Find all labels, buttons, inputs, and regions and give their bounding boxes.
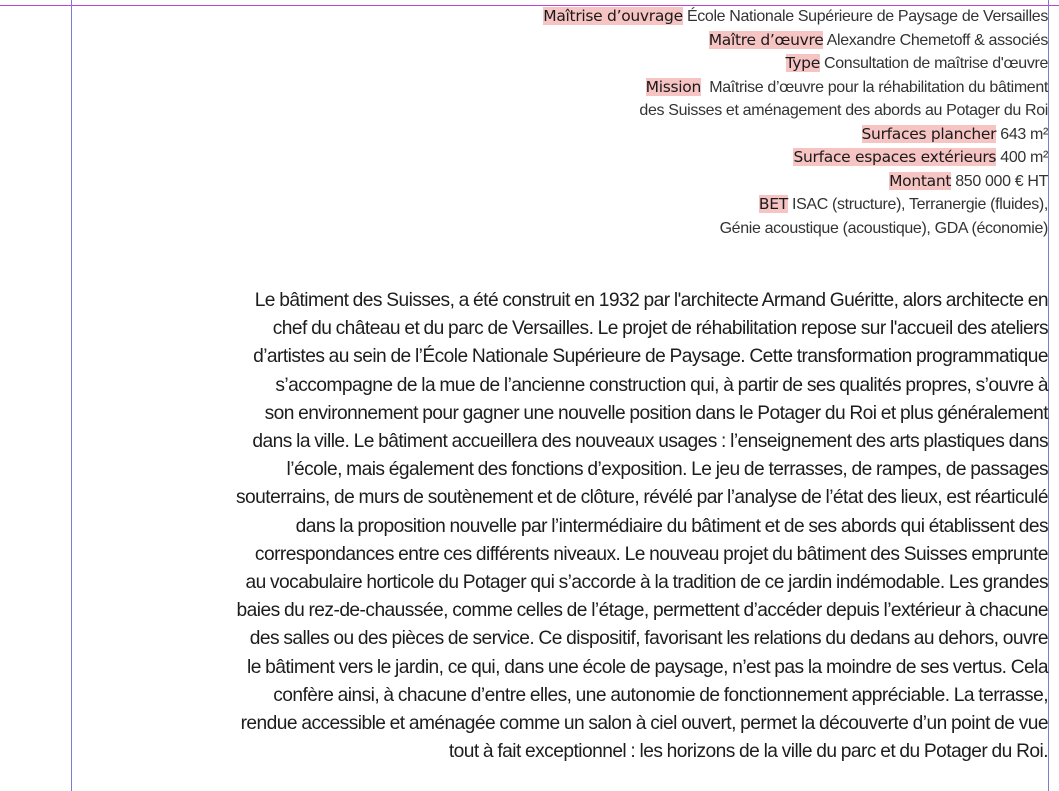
text-line: rendue accessible et aménagée comme un salon à ciel ouvert, permet la découverte d’un point de vue bbox=[240, 713, 1048, 735]
text-line: des salles ou des pièces de service. Ce dispositif, favorisant les relations du dedans au dehors, ouvre bbox=[249, 628, 1048, 650]
text-line: confère ainsi, à chacune d’entre elles, une autonomie de fonctionnement appréciable. La terrasse, bbox=[273, 684, 1048, 706]
text-line: dans la proposition nouvelle par l’intermédiaire du bâtiment et de ses abords qui établissent des bbox=[295, 515, 1048, 537]
text-line: au vocabulaire horticole du Potager qui s’accorde à la tradition de ce jardin indémodable. Les grandes bbox=[245, 572, 1048, 594]
text-line: baies du rez-de-chaussée, comme celles de l’étage, permettent d’accéder depuis l’extérieur à chacune bbox=[236, 600, 1048, 622]
right-margin-guide bbox=[1048, 0, 1049, 791]
info-label: Surface espaces extérieurs bbox=[793, 148, 997, 166]
left-margin-guide bbox=[71, 0, 72, 791]
text-line: correspondances entre ces différents niveaux. Le nouveau projet du bâtiment des Suisses emprunte bbox=[254, 543, 1048, 565]
info-row-bet-continued bbox=[543, 217, 1048, 241]
info-label: Surfaces plancher bbox=[861, 124, 997, 143]
info-value: des Suisses et aménagement des abords au Potager du Roi bbox=[639, 102, 1048, 119]
info-row-surface-exterieurs bbox=[543, 146, 1048, 170]
info-value: Maîtrise d’œuvre pour la réhabilitation du bâtiment bbox=[701, 78, 1048, 96]
info-value: Génie acoustique (acoustique), GDA (économie) bbox=[719, 219, 1048, 237]
info-row-bet bbox=[543, 193, 1048, 217]
info-row-maitrise-ouvrage bbox=[543, 5, 1048, 29]
text-line: dans la ville. Le bâtiment accueillera des nouveaux usages : l’enseignement des arts plastiques dans bbox=[252, 431, 1048, 453]
info-value: 850 000 € HT bbox=[951, 172, 1048, 190]
info-label: BET bbox=[758, 195, 788, 213]
info-value: ISAC (structure), Terranergie (fluides), bbox=[787, 196, 1048, 213]
info-value: Alexandre Chemetoff & associés bbox=[823, 31, 1048, 49]
info-value: École Nationale Supérieure de Paysage de Versailles bbox=[682, 8, 1048, 25]
info-value: Consultation de maîtrise d'œuvre bbox=[819, 55, 1048, 72]
text-line: souterrains, de murs de soutènement et de clôture, révélé par l’analyse de l’état des lieux, est réarticulé bbox=[236, 487, 1048, 509]
info-label: Type bbox=[785, 54, 820, 72]
info-label: Maître d’œuvre bbox=[708, 30, 824, 49]
info-label: Maîtrise d’ouvrage bbox=[543, 7, 683, 25]
info-value: 643 m² bbox=[996, 125, 1048, 143]
info-label: Mission bbox=[645, 77, 702, 96]
info-row-mission-continued bbox=[543, 99, 1048, 123]
project-description bbox=[86, 287, 1048, 766]
info-row-maitre-oeuvre bbox=[543, 29, 1048, 53]
text-line: chef du château et du parc de Versailles. Le projet de réhabilitation repose sur l'accueil des ateliers bbox=[272, 318, 1048, 340]
text-line: Le bâtiment des Suisses, a été construit en 1932 par l'architecte Armand Guéritte, alors architecte en bbox=[254, 290, 1048, 311]
text-line: l’école, mais également des fonctions d’exposition. Le jeu de terrasses, de rampes, de passages bbox=[286, 459, 1048, 481]
info-row-montant bbox=[543, 170, 1048, 194]
project-info-block bbox=[543, 5, 1048, 240]
text-line: tout à fait exceptionnel : les horizons de la ville du parc et du Potager du Roi. bbox=[448, 741, 1048, 763]
info-value: 400 m² bbox=[996, 149, 1048, 166]
text-line: s’accompagne de la mue de l’ancienne construction qui, à partir de ses qualités propres, s’ouvre à bbox=[275, 374, 1048, 396]
info-row-type bbox=[543, 52, 1048, 76]
text-line: d’artistes au sein de l’École Nationale Supérieure de Paysage. Cette transformation programmatique bbox=[253, 346, 1048, 368]
info-row-surfaces-plancher bbox=[543, 123, 1048, 147]
text-line: le bâtiment vers le jardin, ce qui, dans une école de paysage, n’est pas la moindre de ses vertus. Cela bbox=[247, 656, 1048, 678]
info-label: Montant bbox=[889, 171, 952, 190]
text-line: son environnement pour gagner une nouvelle position dans le Potager du Roi et plus généralement bbox=[264, 402, 1048, 424]
info-row-mission bbox=[543, 76, 1048, 100]
